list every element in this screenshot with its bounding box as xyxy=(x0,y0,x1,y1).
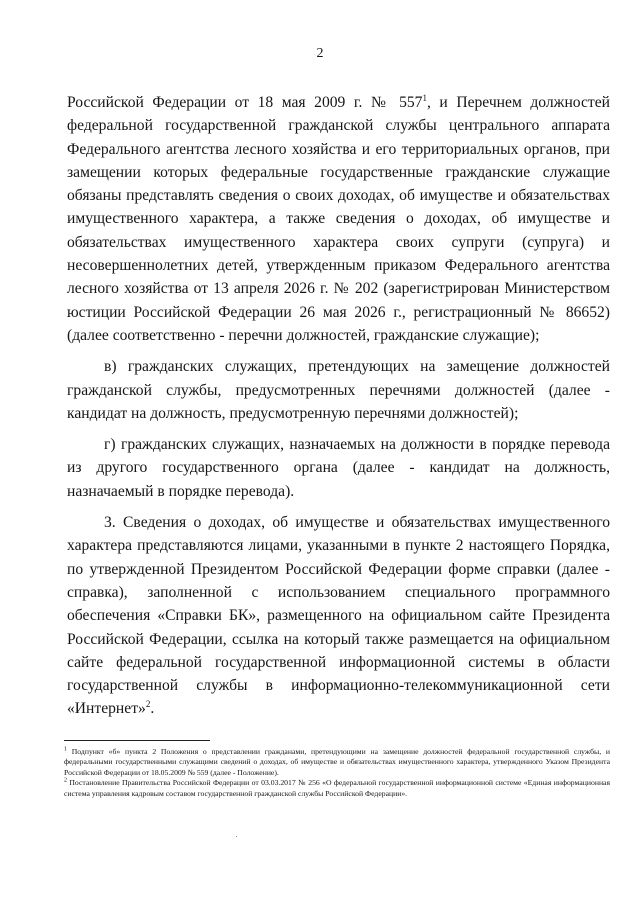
paragraph-section-3 xyxy=(67,511,610,721)
paragraph-text: Российской Федерации от 18 мая 2009 г. № 557 xyxy=(67,94,423,111)
paragraph-text: , и Перечнем должностей федеральной государственной гражданской службы центрального аппарата Федерального агентства лесного хозяйства и его территориальных органов, при замещении которых федеральные государственные гражданские служащие обязаны представлять сведения о своих доходах, об имуществе и обязательствах имущественного характера, а также сведения о доходах, об имуществе и обязательствах имущественного характера своих супруги (супруга) и несовершеннолетних детей, утвержденным приказом Федерального агентства лесного хозяйства от 13 апреля 2026 г. № 202 (зарегистрирован Министерством юстиции Российской Федерации 26 мая 2026 г., регистрационный № 86652) (далее соответственно - перечни должностей, гражданские служащие); xyxy=(67,94,610,344)
paragraph-text: . xyxy=(150,700,155,718)
scan-speck xyxy=(236,836,237,837)
page-number: 2 xyxy=(316,46,324,61)
footnote-ref-1[interactable]: 1 xyxy=(422,92,427,103)
footnote-mark: 2 xyxy=(64,777,67,784)
document-body xyxy=(67,91,610,721)
footnote-separator xyxy=(64,740,210,741)
footnote-ref-2[interactable]: 2 xyxy=(145,699,151,710)
paragraph-item-g: г) гражданских служащих, назначаемых на должности в порядке перевода из другого государственного органа (далее - кандидат на должность, назначаемый в порядке перевода). xyxy=(67,436,610,500)
paragraph-continuation xyxy=(67,91,610,347)
footnote-2 xyxy=(64,778,610,799)
footnote-mark: 1 xyxy=(64,746,67,753)
paragraph-text: 3. Сведения о доходах, об имуществе и обязательствах имущественного характера представляются лицами, указанными в пункте 2 настоящего Порядка, по утвержденной Президентом Российской Федерации форме справки (далее - справка), заполненной с использованием специального программного обеспечения «Справки БК», размещенного на официальном сайте Президента Российской Федерации, ссылка на который также размещается на официальном сайте федеральной государственной информационной системы в области государственной службы в информационно-телекоммуникационной сети «Интернет» xyxy=(67,514,610,718)
footnotes xyxy=(64,747,610,799)
footnote-text: Постановление Правительства Российской Федерации от 03.03.2017 № 256 «О федеральной государственной информационной системе «Единая информационная система управления кадровым составом государственной гражданской службы Российской Федерации». xyxy=(64,778,610,798)
paragraph-item-v: в) гражданских служащих, претендующих на замещение должностей гражданской службы, предусмотренных перечнями должностей (далее - кандидат на должность, предусмотренную перечнями должностей); xyxy=(67,358,610,422)
footnote-text: Подпункт «б» пункта 2 Положения о представлении гражданами, претендующими на замещение должностей федеральной государственной службы, и федеральными государственными служащими сведений о доходах, об имуществе и обязательствах имущественного характера, утвержденного Указом Президента Российской Федерации от 18.05.2009 № 559 (далее - Положение). xyxy=(64,747,610,777)
footnote-1 xyxy=(64,747,610,778)
